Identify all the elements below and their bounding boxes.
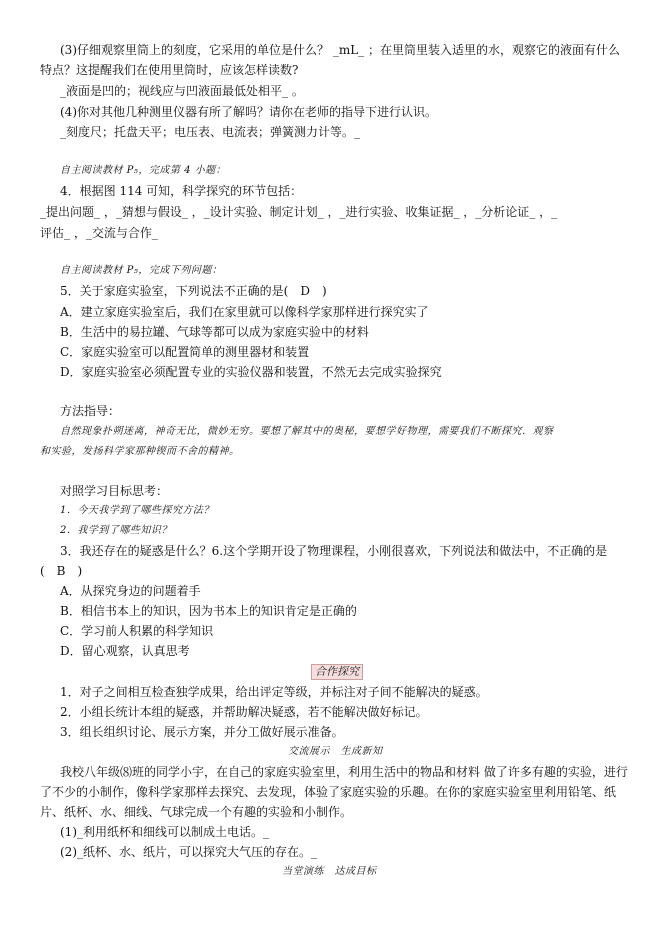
cooperate-step-2: 2．小组长统计本组的疑惑，并帮助解决疑惑，若不能解决做好标记。 [60, 705, 428, 719]
exchange-subheading: 交流展示 生成新知 [288, 746, 383, 757]
exchange-para-line2: 了不少的小制作，像科学家那样去探究、去发现，体验了家庭实验的乐趣。在你的家庭实验室里利用铅笔、纸 [40, 785, 617, 799]
item5-question: 5．关于家庭实验室，下列说法不正确的是( D ) [60, 284, 327, 298]
q3-line2: 特点？这提醒我们在使用里筒时，应该怎样读数? [40, 63, 299, 77]
reflect-option-a: A．从探究身边的问题着手 [60, 584, 201, 598]
reflect-answer: ( B ) [40, 564, 83, 578]
reflect-item2: 2．我学到了哪些知识？ [60, 525, 172, 536]
reflect-item1: 1．今天我学到了哪些探究方法？ [60, 505, 214, 516]
item4-answer-line2: 评估_ ，_交流与合作_ [40, 226, 158, 240]
self-read-note-1: 自主阅读教材 P₅，完成第 4 小题： [60, 165, 227, 176]
method-line1: 自然现象扑朔迷离，神奇无比，微妙无穷。要想了解其中的奥秘，要想学好物理，需要我们不断探究．观察 [60, 426, 554, 437]
item4-question: 4．根据图 114 可知，科学探究的环节包括： [60, 184, 303, 198]
self-read-note-2: 自主阅读教材 P₅，完成下列问题： [60, 265, 223, 276]
item4-answer-line1: _提出问题_ ，_猜想与假设_ ，_设计实验、制定计划_ ，_进行实验、收集证据_ ，_分析论证_ ，_ [40, 205, 558, 219]
exchange-para-line1: 我校八年级⑻班的同学小宇，在自己的家庭实验室里，利用生活中的物品和材料 做了许多有趣的实验，进行 [60, 765, 628, 779]
reflect-title: 对照学习目标思考： [60, 484, 169, 498]
item5-option-b: B．生活中的易拉罐、气球等都可以成为家庭实验中的材料 [60, 325, 369, 339]
method-line2: 和实验，发扬科学家那种锲而不舍的精神。 [40, 446, 240, 457]
method-title: 方法指导： [60, 404, 121, 418]
q4-answer: _刻度尺；托盘天平；电压表、电流表；弹簧测力计等。_ [60, 125, 361, 139]
exchange-answer-1: (1)_利用纸杯和细线可以制成土电话。_ [60, 825, 269, 839]
reflect-item3: 3．我还存在的疑惑是什么？6.这个学期开设了物理课程，小刚很喜欢，下列说法和做法中，不正确的是 [60, 544, 608, 558]
cooperate-heading: 合作探究 [311, 664, 363, 680]
reflect-option-c: C．学习前人积累的科学知识 [60, 624, 214, 638]
item5-option-d: D．家庭实验室必须配置专业的实验仪器和装置，不然无去完成实验探究 [60, 365, 442, 379]
exchange-para-line3: 片、纸杯、水、细线、气球完成一个有趣的实验和小制作。 [40, 805, 353, 819]
item5-option-a: A．建立家庭实验室后，我们在家里就可以像科学家那样进行探究实了 [60, 305, 429, 319]
q3-answer: _液面是凹的；视线应与凹液面最低处相平_ 。 [60, 84, 304, 98]
cooperate-step-3: 3．组长组织讨论、展示方案，并分工做好展示准备。 [60, 725, 344, 739]
q3-line1: (3)仔细观察里筒上的刻度，它采用的单位是什么？ _mL_ ；在里筒里装入适里的水，观察它的液面有什么 [60, 43, 620, 57]
exchange-answer-2: (2)_纸杯、水、纸片，可以探究大气压的存在。_ [60, 845, 317, 859]
item5-option-c: C．家庭实验室可以配置简单的测里器材和装置 [60, 345, 310, 359]
reflect-option-d: D．留心观察，认真思考 [60, 644, 190, 658]
q4-question: (4)你对其他几种测里仪器有所了解吗？请你在老师的指导下进行认识。 [60, 105, 438, 119]
footer-heading: 当堂演练 达成目标 [282, 866, 377, 877]
reflect-option-b: B．相信书本上的知识，因为书本上的知识肯定是正确的 [60, 604, 357, 618]
cooperate-step-1: 1．对子之间相互检查独学成果，给出评定等级，并标注对子间不能解决的疑惑。 [60, 685, 488, 699]
